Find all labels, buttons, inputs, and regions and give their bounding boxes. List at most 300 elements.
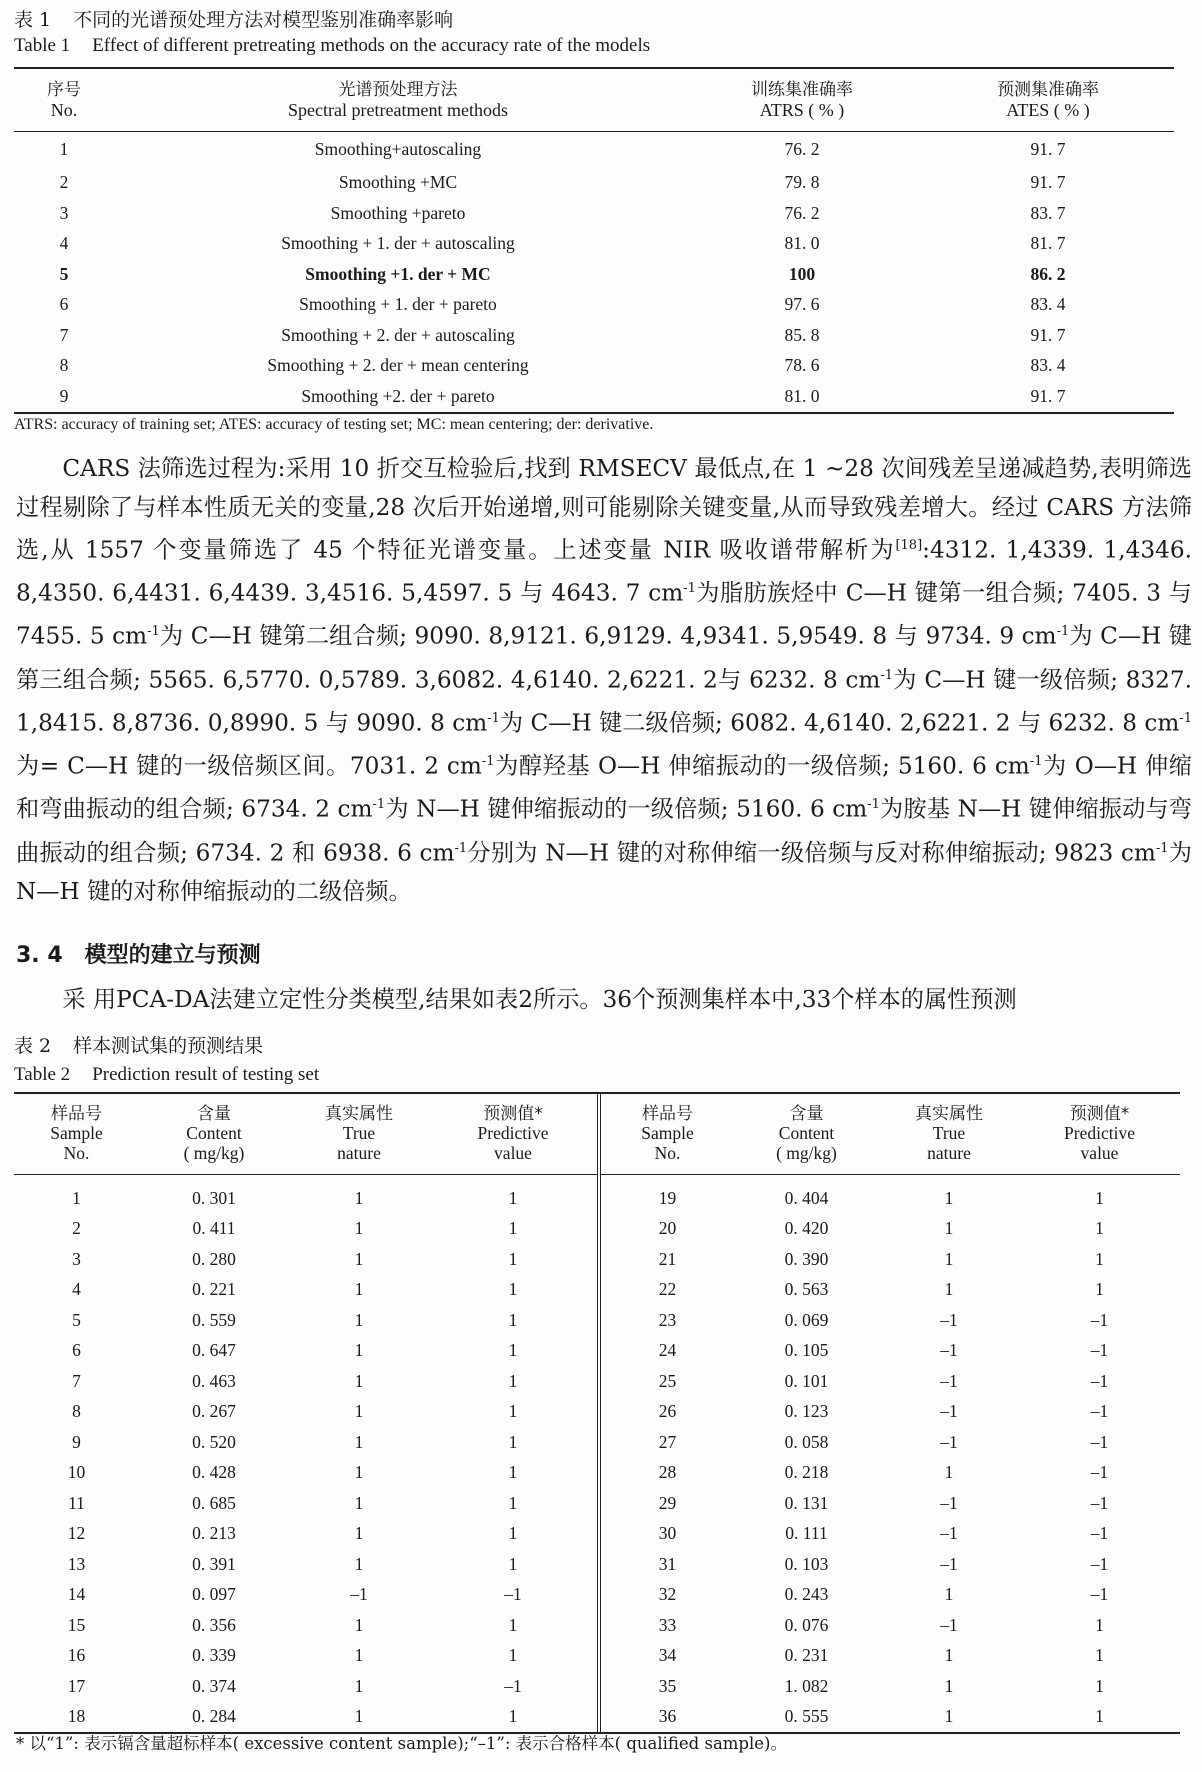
table2-cell: 1 <box>354 1309 364 1330</box>
table2-cell: 1 <box>354 1340 364 1361</box>
table2-cell: 1 <box>354 1523 364 1544</box>
table2-cell: 1 <box>1095 1706 1104 1727</box>
table2-cell: 1 <box>354 1218 364 1239</box>
table2-cell: –1 <box>1090 1431 1109 1452</box>
table2-cell: –1 <box>940 1431 958 1452</box>
table1-cell-ates: 83. 7 <box>1030 202 1066 223</box>
table2-header-cell <box>14 1094 139 1175</box>
superscript: -1 <box>683 581 696 597</box>
table2-cell: 1 <box>1095 1248 1104 1269</box>
table1-caption-en <box>14 34 650 58</box>
table2-cell: 27 <box>599 1427 734 1458</box>
header-en2: value <box>1080 1142 1119 1163</box>
header-en1: True <box>342 1123 376 1144</box>
table2-cell: 1 <box>944 1462 954 1483</box>
table2-cell: 1 <box>508 1187 518 1208</box>
table1-row <box>14 168 1174 199</box>
table1-cell-method: Smoothing + 1. der + autoscaling <box>281 233 515 254</box>
table1-row <box>14 259 1174 290</box>
table2-cell: 1 <box>508 1248 518 1269</box>
table2-cell: 0. 555 <box>784 1706 829 1727</box>
table2-number-en: Table 2 <box>14 1064 71 1085</box>
section-number: 3. 4 <box>16 943 63 968</box>
header-en2: nature <box>337 1142 381 1163</box>
table2-cell: –1 <box>350 1584 368 1605</box>
table2-cell: 0. 390 <box>784 1248 829 1269</box>
header-en2: No. <box>63 1142 90 1163</box>
header-cn: 含量 <box>789 1103 824 1124</box>
text-run: 为 O—H 伸缩和弯曲振动的组合频; 6734. 2 cm <box>16 752 1192 824</box>
header-cn: 训练集准确率 <box>751 80 853 100</box>
table2-cell: 0. 391 <box>192 1553 236 1574</box>
table2-cell: –1 <box>940 1309 958 1330</box>
table1-cell-method: Smoothing +MC <box>338 172 458 193</box>
table2-cell: 0. 111 <box>785 1523 828 1544</box>
table2-header-cell <box>289 1094 429 1175</box>
table2-cell: 0. 069 <box>784 1309 829 1330</box>
table2-cell: 1 <box>944 1187 954 1208</box>
table2-cell: –1 <box>1090 1401 1109 1422</box>
table2-cell: 0. 231 <box>784 1645 829 1666</box>
table2-cell: –1 <box>940 1340 958 1361</box>
table2-cell: –1 <box>1090 1462 1109 1483</box>
table1-cell-no: 9 <box>59 385 69 406</box>
header-en2: ( mg/kg) <box>776 1142 837 1163</box>
table2-cell: 12 <box>67 1523 86 1544</box>
table2-row <box>14 1397 1180 1428</box>
table2-cell: 0. 463 <box>192 1370 236 1391</box>
table1-cell-no: 1 <box>59 139 69 160</box>
table2-cell: 0. 420 <box>784 1218 829 1239</box>
table2-row <box>14 1641 1180 1672</box>
header-en2: value <box>494 1142 532 1163</box>
table2-cell: 0. 103 <box>784 1553 829 1574</box>
table2-cell: 1 <box>508 1401 518 1422</box>
table1-cell-ates: 83. 4 <box>1030 355 1066 376</box>
table2-cell: 0. 356 <box>192 1614 236 1635</box>
text-run: 为 C—H 键二级倍频; 6082. 4,6140. 2,6221. 2 与 6232. 8 cm <box>499 709 1180 737</box>
table2-cell: 17 <box>67 1675 86 1696</box>
header-en1: Predictive <box>1064 1123 1135 1144</box>
text-run: :4312. 1,4339. 1,4346. 8,4350. 6,4431. 6,4439. 3,4516. 5,4597. 5 与 4643. 7 cm <box>16 536 1193 607</box>
table1-cell-atrs: 76. 2 <box>784 139 820 160</box>
table2-title-cn: 样本测试集的预测结果 <box>73 1035 264 1057</box>
table1-cell-ates: 91. 7 <box>1030 385 1066 406</box>
table2-cell: 26 <box>599 1397 734 1428</box>
table2-cell: 1 <box>354 1553 364 1574</box>
table2-row <box>14 1366 1180 1397</box>
table2-cell: 20 <box>599 1214 734 1245</box>
text-run: 为 N—H 键的对称伸缩振动的二级倍频。 <box>16 839 1192 905</box>
superscript: -1 <box>1155 840 1169 856</box>
text-run: CARS 法筛选过程为:采用 10 折交互检验后,找到 RMSECV 最低点,在 1 ~28 次间残差呈递减趋势,表明筛选过程剔除了与样本性质无关的变量,28 次后开始递增,则可能剔除关键变量,从而导致残差增大。经过 CARS 方法筛选,从 1557 个变量筛选了 45 个特征光谱变量。上述变量 NIR 吸收谱带解析为 <box>16 455 1192 564</box>
text-run: 为 C—H 键一级倍频; 8327. 1,8415. 8,8736. 0,8990. 5 与 9090. 8 cm <box>16 666 1192 737</box>
table2-cell: –1 <box>940 1523 958 1544</box>
header-en: Spectral pretreatment methods <box>288 100 508 120</box>
table2-row <box>14 1610 1180 1641</box>
header-cn: 预测集准确率 <box>997 80 1099 100</box>
table2-cell: –1 <box>1090 1370 1109 1391</box>
table2-cell: 32 <box>599 1580 734 1611</box>
table1-cell-method: Smoothing +1. der + MC <box>305 263 491 284</box>
table2-cell: 1 <box>508 1523 518 1544</box>
header-en1: Predictive <box>477 1123 549 1144</box>
header-cn: 光谱预处理方法 <box>338 80 458 100</box>
superscript: -1 <box>487 710 500 726</box>
table1-cell-no: 3 <box>59 202 69 223</box>
table1-cell-method: Smoothing + 2. der + autoscaling <box>281 324 515 345</box>
table1-row <box>14 132 1174 168</box>
table2-cell: 21 <box>599 1244 734 1275</box>
table2-cell: 22 <box>599 1275 734 1306</box>
header-en: ATES ( % ) <box>1006 100 1090 120</box>
table2-cell: 1 <box>944 1218 954 1239</box>
superscript: -1 <box>1179 710 1193 726</box>
table1-note: ATRS: accuracy of training set; ATES: accuracy of testing set; MC: mean centering; der: derivative. <box>14 416 654 433</box>
table2-cell: 1 <box>354 1645 364 1666</box>
table1-header-atrs <box>682 68 922 132</box>
table2-cell: 6 <box>72 1340 81 1361</box>
table2-cell: 1 <box>354 1675 364 1696</box>
table1-cell-no: 8 <box>59 355 69 376</box>
table2-cell: 14 <box>67 1584 86 1605</box>
table2-cell: 1 <box>354 1279 364 1300</box>
table2-caption-en <box>14 1063 319 1087</box>
header-en1: Content <box>186 1123 242 1144</box>
table1-cell-no: 2 <box>59 172 69 193</box>
table2-cell: 18 <box>67 1706 86 1727</box>
table2-row <box>14 1214 1180 1245</box>
table2-cell: 1. 082 <box>784 1675 829 1696</box>
table1-title-en: Effect of different pretreating methods on the accuracy rate of the models <box>92 35 651 56</box>
table2-cell: –1 <box>1090 1492 1109 1513</box>
table1-cell-atrs: 79. 8 <box>784 172 820 193</box>
table1-row <box>14 290 1174 321</box>
table1-body <box>14 132 1174 413</box>
paragraph-2: 采 用PCA-DA法建立定性分类模型,结果如表2所示。36个预测集样本中,33个样本的属性预测 <box>62 986 1017 1013</box>
table2-cell: 1 <box>508 1431 518 1452</box>
table2-cell: 31 <box>599 1549 734 1580</box>
table2-header-cell <box>879 1094 1019 1175</box>
table1-header-no <box>14 68 114 132</box>
table2-cell: 24 <box>599 1336 734 1367</box>
header-en: No. <box>50 100 78 120</box>
table2-cell: 13 <box>67 1553 86 1574</box>
superscript: -1 <box>1056 624 1070 640</box>
table2-cell: 0. 267 <box>192 1401 236 1422</box>
table2-frame <box>14 1092 1180 1734</box>
table2-cell: 1 <box>354 1401 364 1422</box>
table2-cell: 1 <box>508 1309 518 1330</box>
table2-cell: 23 <box>599 1305 734 1336</box>
table2-cell: 1 <box>1095 1187 1104 1208</box>
table2-row <box>14 1702 1180 1733</box>
header-cn: 预测值* <box>1069 1103 1130 1124</box>
table2-cell: 1 <box>944 1675 954 1696</box>
table2-cell: 0. 411 <box>192 1218 236 1239</box>
header-cn: 真实属性 <box>915 1103 983 1124</box>
citation: [18] <box>895 538 923 553</box>
table1-cell-atrs: 100 <box>788 263 816 284</box>
table2-row <box>14 1488 1180 1519</box>
table2-cell: 4 <box>72 1279 81 1300</box>
table2-cell: –1 <box>504 1675 522 1696</box>
table1-header-ates <box>922 68 1174 132</box>
table1-number-en: Table 1 <box>14 35 71 56</box>
table2-cell: 2 <box>72 1218 81 1239</box>
table2-cell: –1 <box>1090 1553 1109 1574</box>
table2-cell: –1 <box>1090 1523 1109 1544</box>
table2-cell: 30 <box>599 1519 734 1550</box>
table1-cell-atrs: 78. 6 <box>784 355 820 376</box>
table2-row <box>14 1580 1180 1611</box>
table2-cell: 1 <box>508 1645 518 1666</box>
table1-cell-ates: 91. 7 <box>1030 324 1066 345</box>
table1-cell-atrs: 97. 6 <box>784 294 820 315</box>
table2-row <box>14 1275 1180 1306</box>
table2-cell: 0. 284 <box>192 1706 236 1727</box>
table1-row <box>14 320 1174 351</box>
table1-row <box>14 229 1174 260</box>
table1-cell-method: Smoothing + 2. der + mean centering <box>267 355 529 376</box>
table2-cell: 10 <box>67 1462 86 1483</box>
body-paragraph <box>16 450 1192 911</box>
table2-cell: 1 <box>508 1706 518 1727</box>
superscript: -1 <box>1029 754 1043 770</box>
table2-cell: 1 <box>508 1614 518 1635</box>
text-run: 为= C—H 键的一级倍频区间。7031. 2 cm <box>16 752 482 780</box>
table2-cell: 16 <box>67 1645 86 1666</box>
table1-cell-ates: 86. 2 <box>1030 263 1066 284</box>
table2-cell: 0. 404 <box>784 1187 829 1208</box>
table2-cell: –1 <box>1090 1309 1109 1330</box>
table2-row <box>14 1671 1180 1702</box>
table2-cell: 1 <box>354 1370 364 1391</box>
table1-cell-ates: 91. 7 <box>1030 172 1066 193</box>
table2-header-cell <box>734 1094 879 1175</box>
table2-cell: 1 <box>1095 1279 1104 1300</box>
table1 <box>14 67 1174 414</box>
table2-cell: 1 <box>72 1187 81 1208</box>
text-run: 为 C—H 键第三组合频; 5565. 6,5770. 0,5789. 3,6082. 4,6140. 2,6221. 2与 6232. 8 cm <box>16 623 1192 694</box>
table2-cell: 5 <box>72 1309 81 1330</box>
header-cn: 样品号 <box>51 1103 102 1124</box>
table1-cell-ates: 81. 7 <box>1030 233 1066 254</box>
table2-cell: 25 <box>599 1366 734 1397</box>
table2-cell: 28 <box>599 1458 734 1489</box>
header-en2: No. <box>654 1142 681 1163</box>
table2-cell: 0. 685 <box>192 1492 236 1513</box>
table2-cell: 1 <box>354 1492 364 1513</box>
table1-cell-method: Smoothing+autoscaling <box>314 139 482 160</box>
table2-cell: 0. 559 <box>192 1309 236 1330</box>
paragraph-1 <box>16 450 1192 911</box>
table1-caption-cn <box>14 8 453 32</box>
table2-row <box>14 1427 1180 1458</box>
table2-cell: 0. 647 <box>192 1340 236 1361</box>
table2-cell: 1 <box>944 1645 954 1666</box>
table2-cell: –1 <box>940 1370 958 1391</box>
superscript: -1 <box>481 754 495 770</box>
superscript: -1 <box>454 840 468 856</box>
table1-cell-no: 7 <box>59 324 69 345</box>
table1-row <box>14 198 1174 229</box>
table2-cell: 1 <box>354 1706 364 1727</box>
header-en2: nature <box>927 1142 971 1163</box>
table2-cell: 0. 123 <box>784 1401 829 1422</box>
table2-cell: 0. 105 <box>784 1340 829 1361</box>
table2-header-cell <box>1019 1094 1180 1175</box>
table2-cell: 7 <box>72 1370 81 1391</box>
table2-row <box>14 1336 1180 1367</box>
table1-cell-method: Smoothing +pareto <box>330 202 466 223</box>
text-run: 为 N—H 键伸缩振动的一级倍频; 5160. 6 cm <box>385 796 868 824</box>
table2-cell: 1 <box>508 1218 518 1239</box>
table2-cell: –1 <box>940 1553 958 1574</box>
table2-cell: 1 <box>354 1462 364 1483</box>
table1-cell-no: 4 <box>59 233 69 254</box>
table1-row <box>14 351 1174 382</box>
table2-cell: 1 <box>944 1248 954 1269</box>
header-cn: 真实属性 <box>325 1103 393 1124</box>
table1-cell-ates: 83. 4 <box>1030 294 1066 315</box>
table2-header-row <box>14 1094 1180 1175</box>
table2 <box>14 1094 1180 1732</box>
table2-caption-cn <box>14 1034 263 1058</box>
table1-number-cn: 表 1 <box>14 9 52 31</box>
table2-cell: 0. 058 <box>784 1431 829 1452</box>
table2-cell: –1 <box>940 1614 958 1635</box>
table2-cell: 1 <box>944 1584 954 1605</box>
table1-row <box>14 381 1174 413</box>
table2-cell: 0. 221 <box>192 1279 236 1300</box>
table1-cell-no: 5 <box>59 263 69 284</box>
table2-cell: 1 <box>354 1431 364 1452</box>
table2-title-en: Prediction result of testing set <box>92 1064 320 1085</box>
table2-cell: 1 <box>944 1706 954 1727</box>
table2-cell: 0. 520 <box>192 1431 236 1452</box>
table2-body <box>14 1175 1180 1733</box>
header-en: ATRS ( % ) <box>759 100 845 120</box>
table2-cell: 0. 339 <box>192 1645 236 1666</box>
table2-cell: 0. 101 <box>784 1370 829 1391</box>
table1-title-cn: 不同的光谱预处理方法对模型鉴别准确率影响 <box>73 9 454 31</box>
table2-cell: 29 <box>599 1488 734 1519</box>
table1-header-method <box>114 68 682 132</box>
table2-row <box>14 1458 1180 1489</box>
table2-cell: –1 <box>940 1401 958 1422</box>
header-cn: 样品号 <box>642 1103 693 1124</box>
table1-cell-atrs: 76. 2 <box>784 202 820 223</box>
table2-cell: 19 <box>599 1175 734 1214</box>
table2-cell: 1 <box>944 1279 954 1300</box>
table2-cell: 0. 131 <box>784 1492 829 1513</box>
table2-cell: 1 <box>508 1553 518 1574</box>
table1-cell-no: 6 <box>59 294 69 315</box>
table2-cell: –1 <box>1090 1340 1109 1361</box>
table1-cell-atrs: 85. 8 <box>784 324 820 345</box>
text-run: 为醇羟基 O—H 伸缩振动的一级倍频; 5160. 6 cm <box>494 752 1030 780</box>
table2-cell: 9 <box>72 1431 81 1452</box>
superscript: -1 <box>880 667 894 683</box>
table2-cell: 0. 243 <box>784 1584 829 1605</box>
table2-row <box>14 1549 1180 1580</box>
table2-cell: 1 <box>354 1614 364 1635</box>
table2-cell: 0. 428 <box>192 1462 236 1483</box>
table2-cell: 1 <box>508 1492 518 1513</box>
table2-cell: –1 <box>940 1492 958 1513</box>
section-title: 模型的建立与预测 <box>84 943 261 968</box>
table2-cell: 34 <box>599 1641 734 1672</box>
table2-cell: 1 <box>1095 1614 1104 1635</box>
table2-cell: 15 <box>67 1614 86 1635</box>
header-cn: 预测值* <box>483 1103 543 1124</box>
table2-number-cn: 表 2 <box>14 1035 52 1057</box>
header-en1: Sample <box>50 1123 103 1144</box>
header-cn: 含量 <box>197 1103 231 1124</box>
table2-header-cell <box>429 1094 599 1175</box>
table2-cell: 1 <box>1095 1645 1104 1666</box>
table2-cell: 35 <box>599 1671 734 1702</box>
header-cn: 序号 <box>47 80 81 100</box>
table1-header-row <box>14 68 1174 132</box>
header-en1: Content <box>778 1123 835 1144</box>
table2-header-cell <box>139 1094 289 1175</box>
table1-cell-atrs: 81. 0 <box>784 233 820 254</box>
table2-cell: 3 <box>72 1248 81 1269</box>
table2-cell: 8 <box>72 1401 81 1422</box>
header-en1: Sample <box>641 1123 694 1144</box>
text-run: 为胺基 N—H 键伸缩振动与弯曲振动的组合频; 6734. 2 和 6938. 6 cm <box>16 796 1192 867</box>
table2-cell: 0. 097 <box>192 1584 236 1605</box>
text-run: 为脂肪族烃中 C—H 键第一组合频; 7405. 3 与 7455. 5 cm <box>16 579 1192 651</box>
table2-cell: 0. 213 <box>192 1523 236 1544</box>
table2-cell: –1 <box>1090 1584 1109 1605</box>
table2-cell: 0. 301 <box>192 1187 236 1208</box>
section-heading <box>16 940 261 972</box>
table1-cell-method: Smoothing + 1. der + pareto <box>299 294 497 315</box>
table2-cell: 1 <box>354 1187 364 1208</box>
table2-row <box>14 1519 1180 1550</box>
table2-cell: 1 <box>1095 1218 1104 1239</box>
table2-cell: 1 <box>508 1370 518 1391</box>
table1-cell-atrs: 81. 0 <box>784 385 820 406</box>
table2-cell: 1 <box>508 1462 518 1483</box>
table2-cell: 1 <box>354 1248 364 1269</box>
superscript: -1 <box>372 797 386 813</box>
table2-cell: 11 <box>68 1492 85 1513</box>
table2-cell: 1 <box>508 1279 518 1300</box>
table2-cell: 1 <box>508 1340 518 1361</box>
header-en1: True <box>932 1123 966 1144</box>
table2-cell: 36 <box>599 1702 734 1733</box>
table2-cell: 33 <box>599 1610 734 1641</box>
text-run: 为 C—H 键第二组合频; 9090. 8,9121. 6,9129. 4,9341. 5,9549. 8 与 9734. 9 cm <box>159 623 1057 651</box>
table1-cell-method: Smoothing +2. der + pareto <box>301 385 495 406</box>
table2-cell: 0. 280 <box>192 1248 236 1269</box>
table2-cell: 0. 076 <box>784 1614 829 1635</box>
table2-cell: 0. 563 <box>784 1279 829 1300</box>
table1-cell-ates: 91. 7 <box>1030 139 1066 160</box>
table2-note: * 以“1”: 表示镉含量超标样本( excessive content sample);“–1”: 表示合格样本( qualified sample)。 <box>16 1734 787 1753</box>
superscript: -1 <box>867 797 880 813</box>
table2-row <box>14 1175 1180 1214</box>
table2-header-cell <box>599 1094 734 1175</box>
table2-cell: 0. 218 <box>784 1462 829 1483</box>
table2-row <box>14 1244 1180 1275</box>
table2-cell: –1 <box>504 1584 522 1605</box>
table2-cell: 0. 374 <box>192 1675 236 1696</box>
